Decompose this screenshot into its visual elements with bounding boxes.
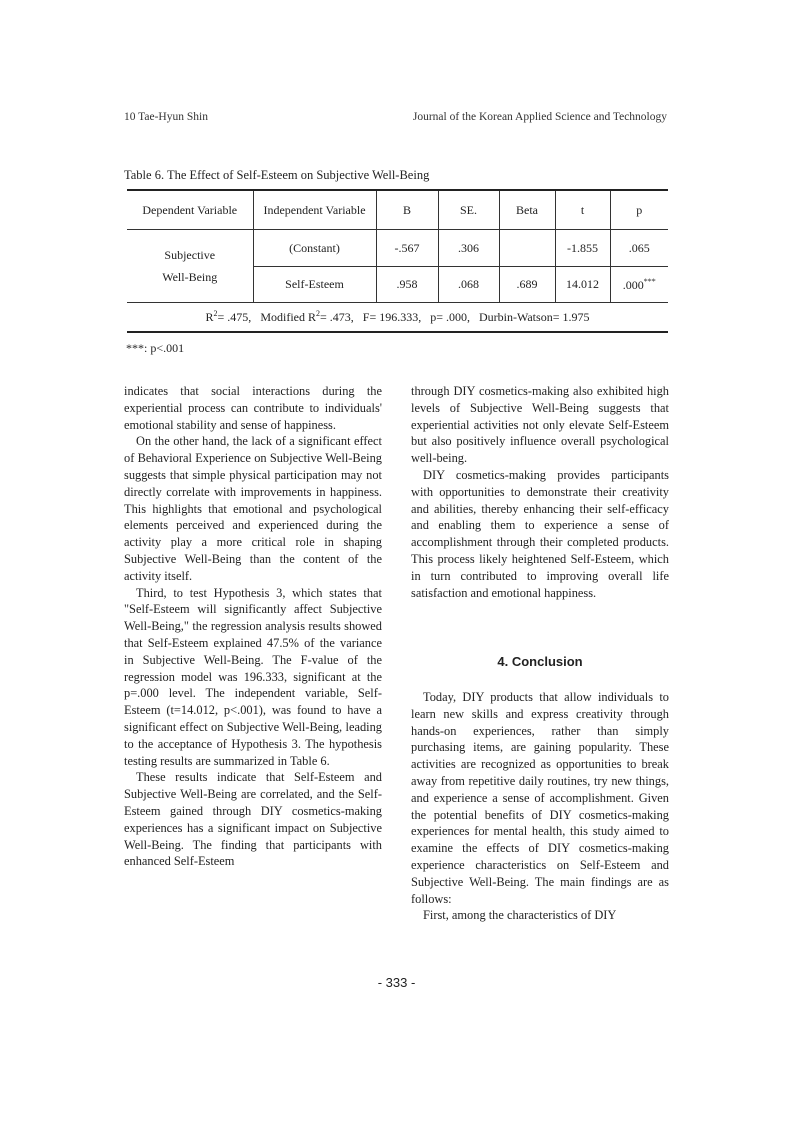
cell-beta: .689 — [499, 267, 555, 303]
right-column-bottom — [411, 689, 669, 924]
header-p: p — [610, 190, 668, 230]
dependent-variable-cell — [127, 230, 253, 303]
paragraph: On the other hand, the lack of a significant effect of Behavioral Experience on Subjective Well-Being suggests that simple physical participation may not directly correlate with improvements in happiness. This highlights that emotional and psychological elements perceived and experienced during the activity play a more critical role in shaping Subjective Well-Being than the content of the activity itself. — [124, 434, 382, 583]
table-caption: Table 6. The Effect of Self-Esteem on Subjective Well-Being — [124, 168, 430, 182]
header-t: t — [555, 190, 610, 230]
r2-label: R — [205, 310, 214, 324]
header-dependent-variable: Dependent Variable — [127, 190, 253, 230]
paragraph: Today, DIY products that allow individuals to learn new skills and express creativity through hands-on experiences, rather than simply purchasing items, are gaining popularity. These activities are recognized as opportunities to break away from repetitive daily routines, try new things, and experience a sense of accomplishment. Given the potential benefits of DIY cosmetics-making experiences for mental health, this study aimed to examine the effects of DIY cosmetics-making experience characteristics on Self-Esteem and Subjective Well-Being. The main findings are as follows: — [411, 690, 669, 906]
paragraph: Third, to test Hypothesis 3, which states that "Self-Esteem will significantly affect Subjective Well-Being," the regression analysis results showed that Self-Esteem explained 47.5% of the variance in Subjective Well-Being. The F-value of the regression model was 196.333, significant at the p=.000 level. The independent variable, Self-Esteem (t=14.012, p<.001), was found to have a significant effect on Subjective Well-Being, leading to the acceptance of Hypothesis 3. The hypothesis testing results are summarized in Table 6. — [124, 585, 382, 768]
cell-p — [610, 267, 668, 303]
f-statistic: F= 196.333, — [362, 310, 422, 324]
cell-iv: (Constant) — [253, 230, 376, 267]
modified-r2-sup: 2 — [315, 309, 320, 318]
cell-p — [610, 230, 668, 267]
regression-table — [127, 189, 668, 333]
running-header-left: 10 Tae-Hyun Shin — [124, 111, 208, 123]
cell-se: .068 — [438, 267, 499, 303]
cell-se: .306 — [438, 230, 499, 267]
p-value: .065 — [628, 241, 650, 255]
section-heading: 4. Conclusion — [497, 654, 583, 669]
dv-line-1: Subjective — [164, 248, 216, 262]
r2-value: = .475, — [217, 310, 252, 324]
r2-sup: 2 — [213, 309, 218, 318]
cell-b: -.567 — [376, 230, 438, 267]
cell-t: -1.855 — [555, 230, 610, 267]
header-independent-variable: Independent Variable — [253, 190, 376, 230]
table-footer-row — [127, 303, 668, 333]
header-beta: Beta — [499, 190, 555, 230]
modified-r2-label: Modified R — [260, 310, 316, 324]
paragraph: DIY cosmetics-making provides participants with opportunities to demonstrate their creativity and abilities, thereby enhancing their self-efficacy and enabling them to experience a sense of accomplishment through their completed products. This process likely heightened Self-Esteem, which in turn contributed to improving overall life satisfaction and emotional happiness. — [411, 467, 669, 600]
p-significance: *** — [643, 276, 656, 286]
paragraph: indicates that social interactions during the experiential process can contribute to individuals' emotional stability and sense of happiness. — [124, 384, 382, 432]
page-number: - 333 - — [377, 975, 416, 990]
modified-r2-value: = .473, — [319, 310, 354, 324]
table-row-constant — [127, 230, 668, 267]
cell-t: 14.012 — [555, 267, 610, 303]
paragraph: These results indicate that Self-Esteem and Subjective Well-Being are correlated, and the Self-Esteem gained through DIY cosmetics-making experiences has a significant impact on Subjective Well-Being. The finding that participants with enhanced Self-Esteem — [124, 770, 382, 869]
cell-b: .958 — [376, 267, 438, 303]
paragraph: through DIY cosmetics-making also exhibited high levels of Subjective Well-Being suggests that experiential activities not only elevate Self-Esteem but also positively influence overall psychological well-being. — [411, 384, 669, 466]
header-se: SE. — [438, 190, 499, 230]
durbin-watson: Durbin-Watson= 1.975 — [479, 310, 590, 324]
table-note: ***: p<.001 — [126, 341, 185, 355]
header-b: B — [376, 190, 438, 230]
table-header-row — [127, 190, 668, 230]
cell-iv: Self-Esteem — [253, 267, 376, 303]
left-column — [124, 383, 382, 870]
right-column-top — [411, 383, 669, 601]
model-summary — [127, 303, 668, 333]
model-p: p= .000, — [430, 310, 470, 324]
dv-line-2: Well-Being — [162, 270, 218, 284]
p-value: .000 — [622, 277, 644, 292]
running-header-right: Journal of the Korean Applied Science and Technology — [412, 111, 667, 123]
cell-beta — [499, 230, 555, 267]
paragraph: First, among the characteristics of DIY — [423, 908, 617, 923]
